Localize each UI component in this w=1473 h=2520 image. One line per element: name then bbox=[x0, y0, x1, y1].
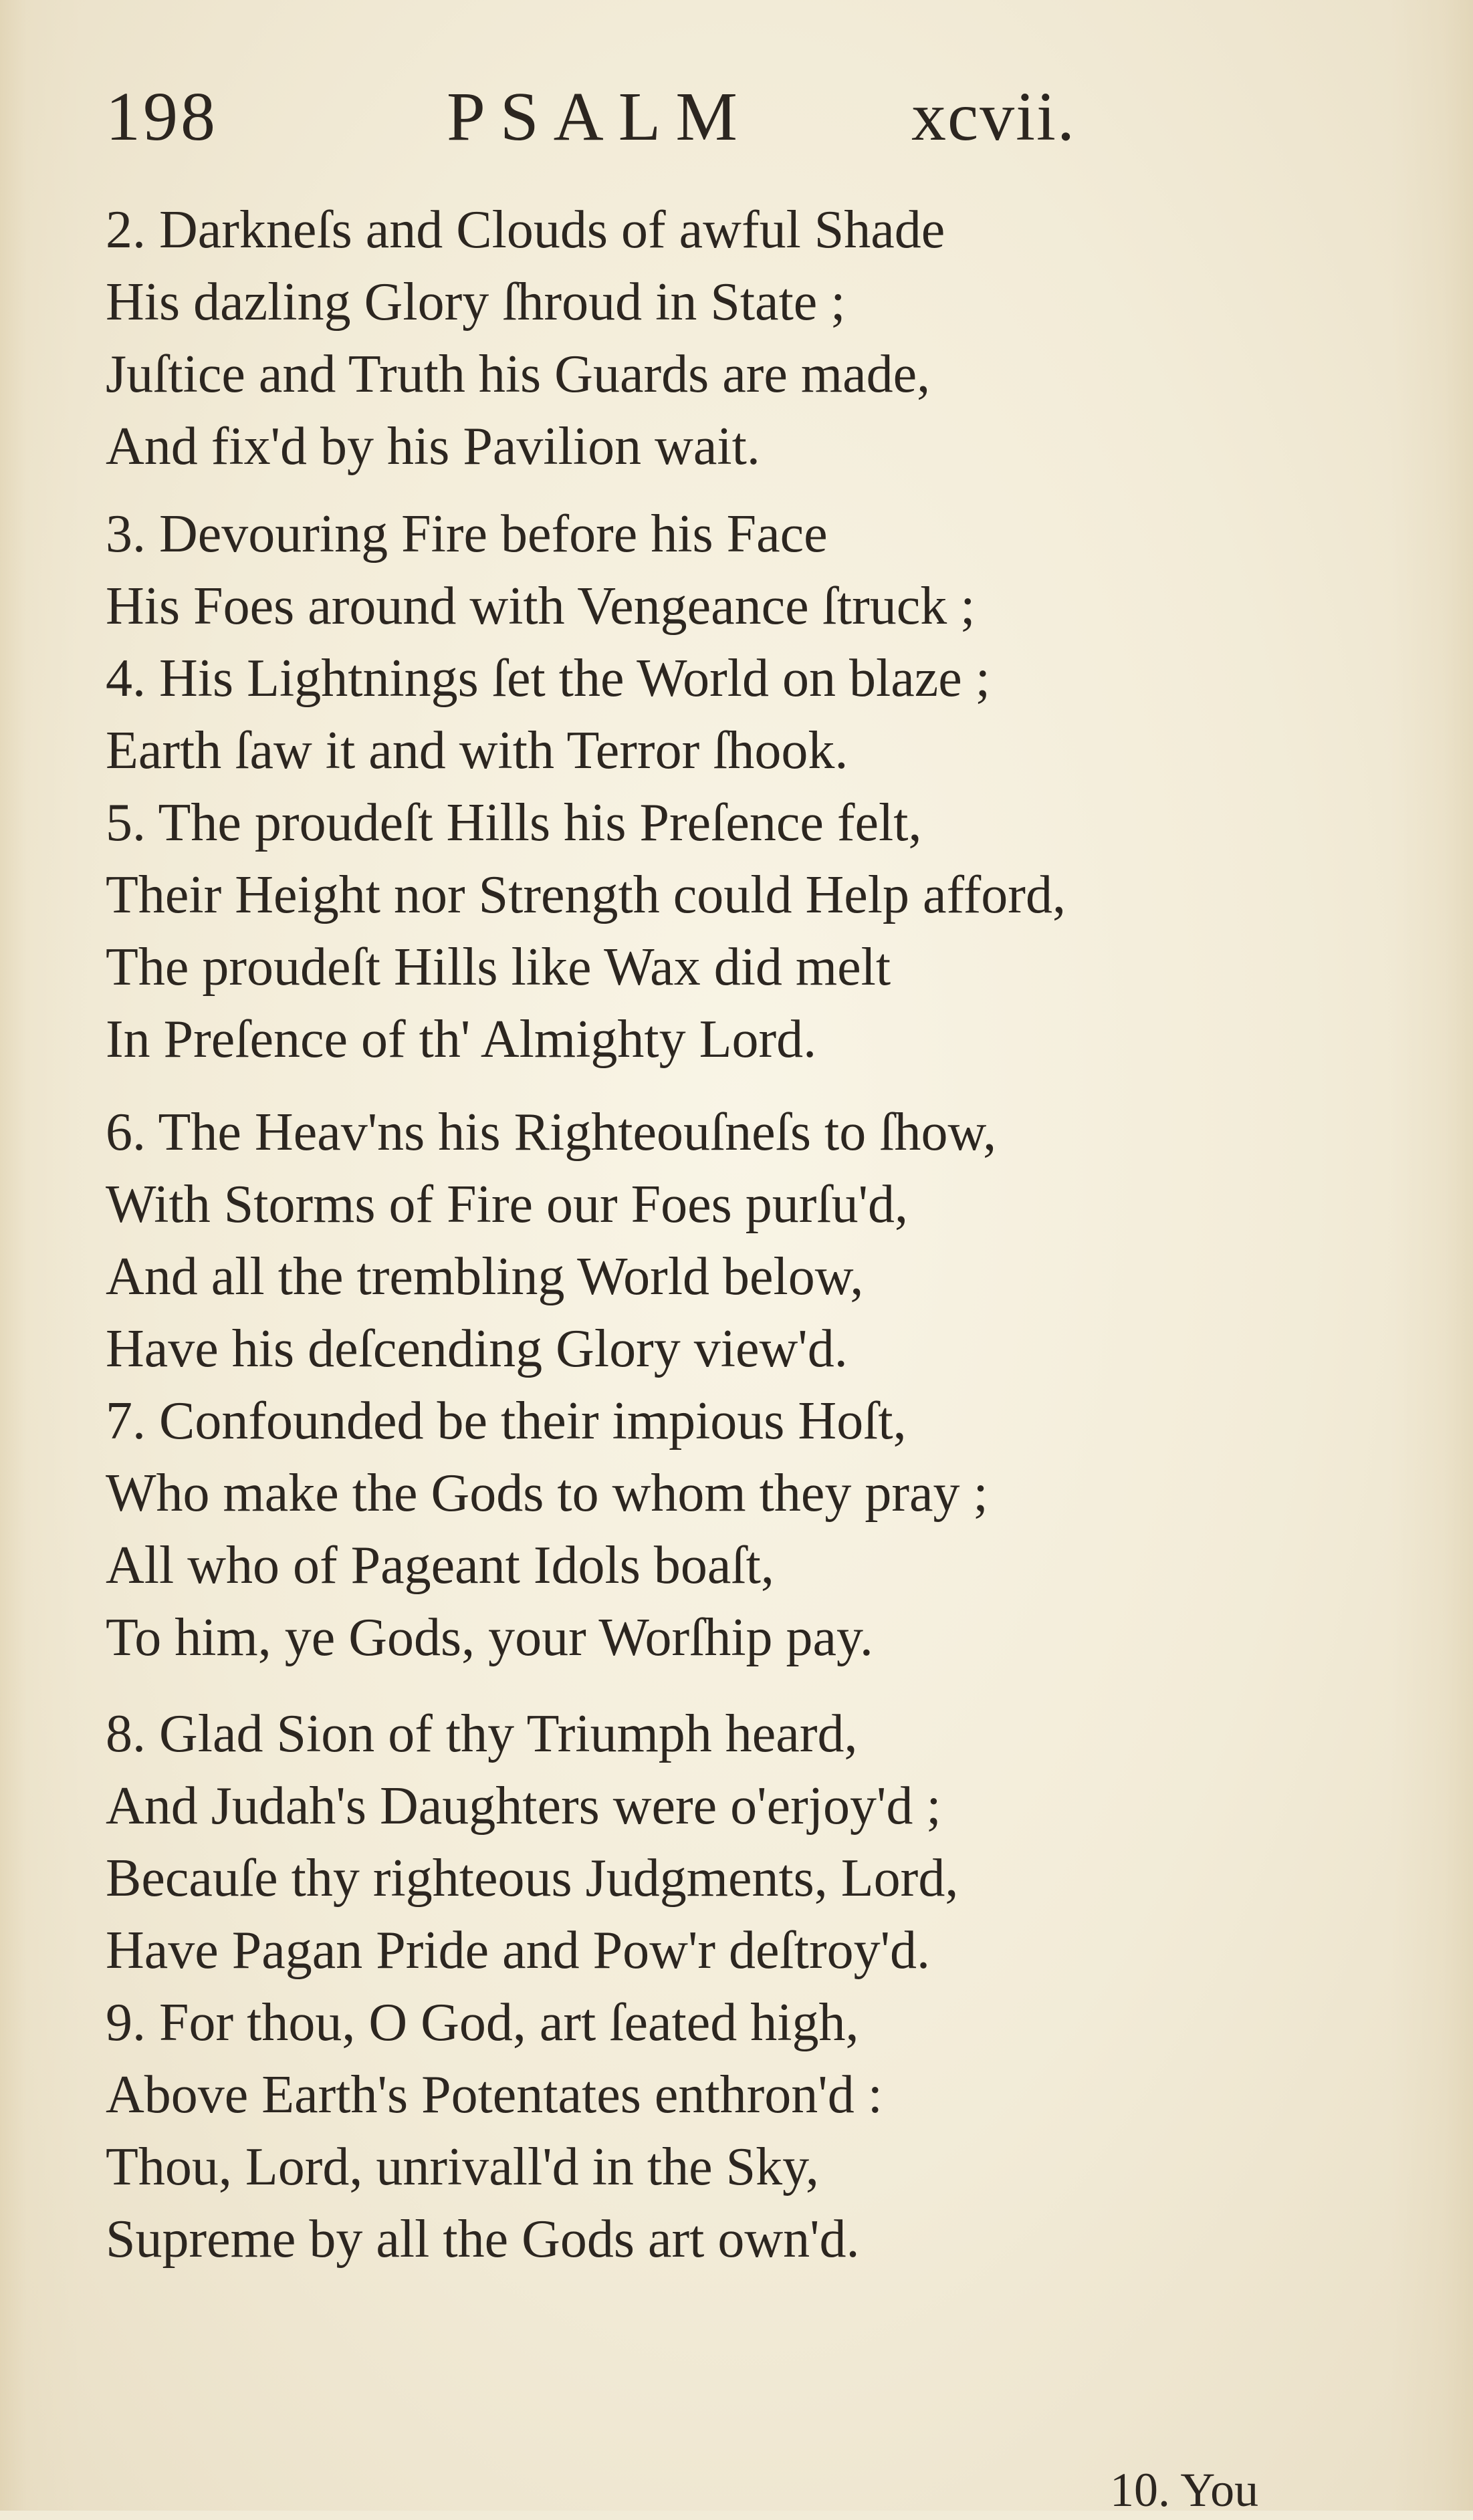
verse-line: His Foes around with Vengeance ſtruck ; bbox=[106, 577, 976, 636]
verse-line: Who make the Gods to whom they pray ; bbox=[106, 1464, 988, 1523]
verse-line: 7. Confounded be their impious Hoſt, bbox=[106, 1392, 907, 1451]
verse-line: 3. Devouring Fire before his Face bbox=[106, 505, 828, 563]
stanza-3 bbox=[106, 1096, 1376, 1674]
psalm-number: xcvii. bbox=[911, 78, 1076, 155]
page-header bbox=[106, 74, 1109, 160]
verse-line: To him, ye Gods, your Worſhip pay. bbox=[106, 1608, 873, 1667]
verse-line: 5. The proudeſt Hills his Preſence felt, bbox=[106, 793, 922, 852]
verse-line: 6. The Heav'ns his Righteouſneſs to ſhow, bbox=[106, 1103, 997, 1162]
verse-line: Have his deſcending Glory view'd. bbox=[106, 1319, 848, 1378]
verse-line: Their Height nor Strength could Help afford, bbox=[106, 866, 1066, 924]
stanza-1 bbox=[106, 194, 1376, 483]
verse-line: 2. Darkneſs and Clouds of awful Shade bbox=[106, 201, 945, 259]
verse-line: 8. Glad Sion of thy Triumph heard, bbox=[106, 1705, 858, 1763]
verse-line: Becauſe thy righteous Judgments, Lord, bbox=[106, 1849, 959, 1908]
stanza-4 bbox=[106, 1698, 1376, 2275]
stanza-2 bbox=[106, 498, 1376, 1076]
verse-line: Above Earth's Potentates enthron'd : bbox=[106, 2065, 883, 2124]
verse-line: The proudeſt Hills like Wax did melt bbox=[106, 938, 891, 997]
verse-line: And Judah's Daughters were o'erjoy'd ; bbox=[106, 1777, 941, 1836]
verse-line: With Storms of Fire our Foes purſu'd, bbox=[106, 1175, 909, 1234]
verse-line: And fix'd by his Pavilion wait. bbox=[106, 417, 760, 476]
verse-line: All who of Pageant Idols boaſt, bbox=[106, 1536, 774, 1595]
verse-line: Have Pagan Pride and Pow'r deſtroy'd. bbox=[106, 1921, 931, 1980]
verse-line: 9. For thou, O God, art ſeated high, bbox=[106, 1993, 859, 2052]
verse-line: Supreme by all the Gods art own'd. bbox=[106, 2210, 860, 2269]
verse-line: Earth ſaw it and with Terror ſhook. bbox=[106, 721, 848, 780]
catchword: 10. You bbox=[1110, 2463, 1259, 2517]
verse-line: 4. His Lightnings ſet the World on blaze ; bbox=[106, 649, 991, 708]
verse-line: And all the trembling World below, bbox=[106, 1247, 864, 1306]
verse-line: In Preſence of th' Almighty Lord. bbox=[106, 1010, 817, 1069]
page-number: 198 bbox=[106, 78, 218, 155]
verse-line: His dazling Glory ſhroud in State ; bbox=[106, 273, 846, 332]
verse-line: Juſtice and Truth his Guards are made, bbox=[106, 345, 931, 404]
verse-line: Thou, Lord, unrivall'd in the Sky, bbox=[106, 2138, 819, 2196]
running-head: PSALM bbox=[447, 78, 752, 155]
